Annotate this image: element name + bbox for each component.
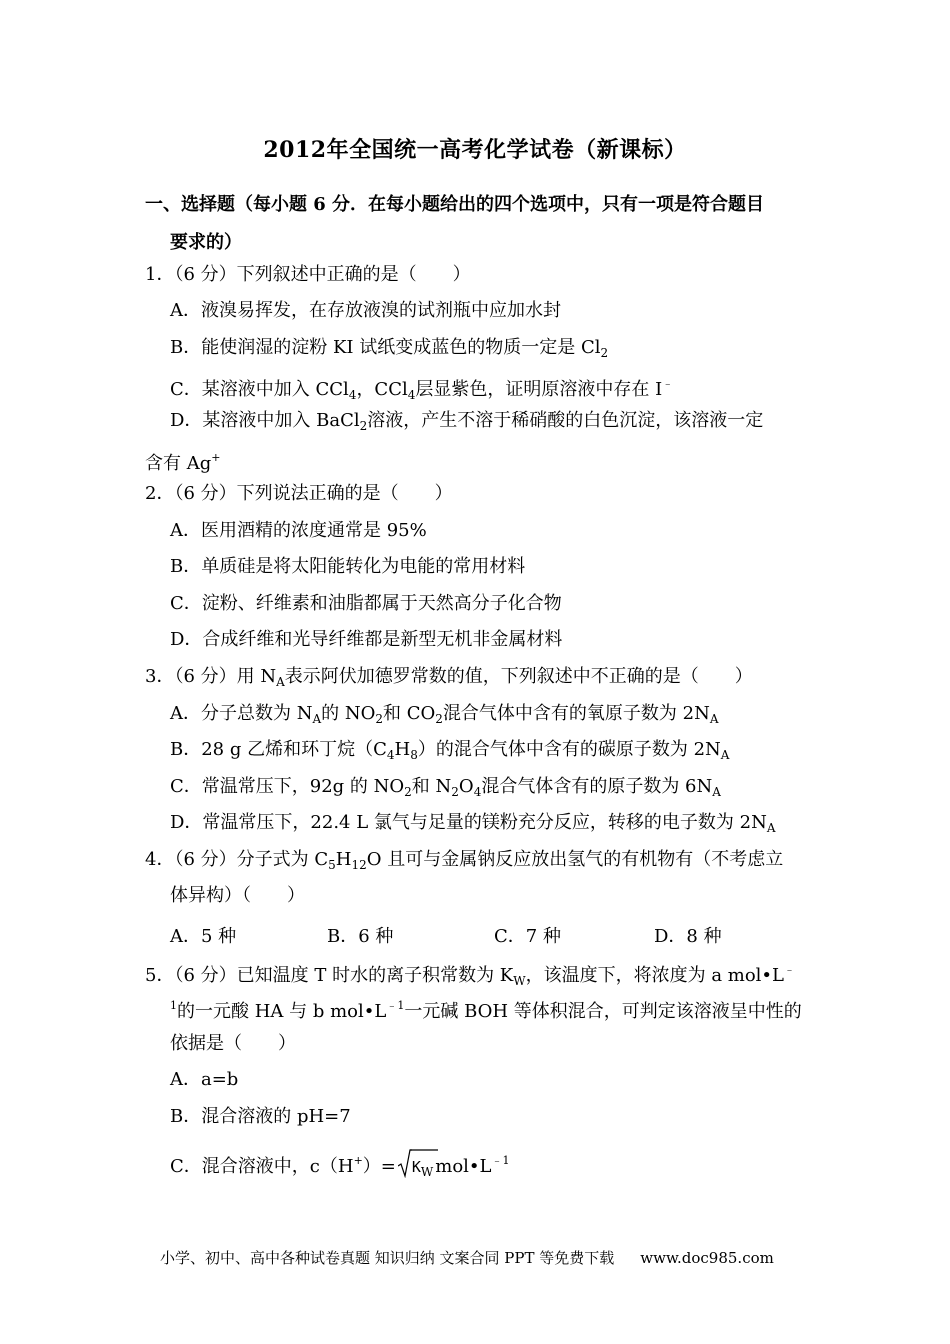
question-5-stem: 5．（6 分）已知温度 T 时水的离子积常数为 $K_W$，该温度下，将浓度为 a mol•L﹣ [145, 963, 795, 988]
question-5-stem-line-3: 依据是（ ） [170, 1033, 296, 1054]
question-1-option-b: B．能使润湿的淀粉 KI 试纸变成蓝色的物质一定是 $Cl_2$ [170, 337, 609, 360]
question-3-option-a: A．分子总数为 $N_A$的 $NO_2$和 $CO_2$混合气体中含有的氧原子数为 $2N_A$ [170, 703, 719, 726]
footer-url[interactable]: www.doc985.com [640, 1249, 774, 1267]
section-heading-cont: 要求的） [170, 232, 242, 253]
question-3-option-d: D．常温常压下，22.4 L 氯气与足量的镁粉充分反应，转移的电子数为 $2N_A$ [170, 812, 776, 835]
question-4-option-c: C．7 种 [494, 926, 561, 947]
square-root-formula: $K_W$ [398, 1156, 433, 1183]
question-1-option-c: C．某溶液中加入 CCl$_4$，CCl$_4$层显紫色，证明原溶液中存在 I﹣ [170, 377, 674, 402]
question-3-option-b: B．28 g 乙烯和环丁烷$(C_4H_8)$的混合气体中含有的碳原子数为 $2N_A$ [170, 739, 730, 762]
question-2-stem: 2．（6 分）下列说法正确的是（ ） [145, 483, 453, 504]
question-4-stem: 4．（6 分）分子式为 $C_5H_{12}O$ 且可与金属钠反应放出氢气的有机物有（不考虑立 [145, 849, 784, 872]
question-1-option-d-cont: 含有 Ag+ [145, 451, 221, 474]
question-3-option-c: C．常温常压下，92g 的 $NO_2$和 $N_2O_4$混合气体含有的原子数为 $6N_A$ [170, 776, 721, 799]
question-5-stem-line-2: $^1$的一元酸 HA 与 b $mol•L^{﹣1}$一元碱 BOH 等体积混合，可判定该溶液呈中性的 [170, 999, 802, 1022]
question-4-option-d: D．8 种 [654, 926, 722, 947]
question-1-option-a: A．液溴易挥发，在存放液溴的试剂瓶中应加水封 [170, 300, 561, 321]
footer-text: 小学、初中、高中各种试卷真题 知识归纳 文案合同 PPT 等免费下载 [160, 1249, 615, 1267]
question-5-option-a: A．a=b [170, 1069, 239, 1090]
question-2-option-a: A．医用酒精的浓度通常是 95% [170, 520, 427, 541]
question-1-stem: 1．（6 分）下列叙述中正确的是（ ） [145, 264, 471, 285]
question-4-option-a: A．5 种 [170, 926, 237, 947]
question-3-stem: 3．（6 分）用 $N_A$表示阿伏加德罗常数的值，下列叙述中不正确的是（ ） [145, 666, 753, 689]
question-2-option-c: C．淀粉、纤维素和油脂都属于天然高分子化合物 [170, 593, 562, 614]
question-5-option-b: B．混合溶液的 pH=7 [170, 1106, 351, 1127]
question-5-option-c: C．混合溶液中，c（H+）= $K_W$ $mol•L^{﹣1}$ [170, 1150, 509, 1183]
question-2-option-b: B．单质硅是将太阳能转化为电能的常用材料 [170, 556, 526, 577]
page-title: 2012年全国统一高考化学试卷（新课标） [263, 137, 687, 163]
section-heading: 一、选择题（每小题 6 分．在每小题给出的四个选项中，只有一项是符合题目 [145, 194, 765, 215]
question-2-option-d: D．合成纤维和光导纤维都是新型无机非金属材料 [170, 629, 563, 650]
question-4-stem-cont: 体异构）（ ） [170, 885, 305, 906]
page-footer [160, 1247, 774, 1268]
radical-overline [410, 1149, 438, 1153]
question-4-option-b: B．6 种 [327, 926, 394, 947]
question-1-option-d: D．某溶液中加入 BaCl$_2$溶液，产生不溶于稀硝酸的白色沉淀，该溶液一定 [170, 410, 764, 433]
